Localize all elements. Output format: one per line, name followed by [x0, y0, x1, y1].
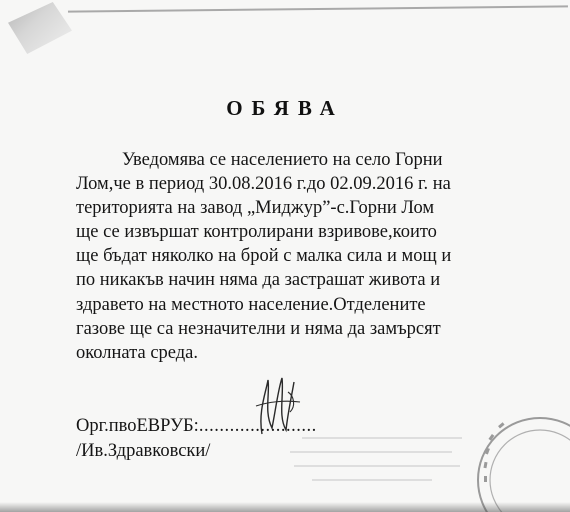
paper-edge-line [68, 5, 568, 16]
notice-body [76, 148, 546, 365]
body-line: здравето на местното население.Отделените [76, 294, 426, 315]
folded-corner [8, 2, 72, 54]
round-stamp [470, 410, 570, 512]
body-line: Уведомява се населението на село Горни [122, 150, 443, 170]
body-line: ще бъдат няколко на брой с малка сила и мощ и [76, 246, 452, 267]
scan-bottom-shadow [0, 502, 570, 512]
body-line: територията на завод „Миджур”-с.Горни Лом [76, 198, 435, 219]
body-line: околната среда. [76, 342, 198, 363]
body-line: ще се извършат контролирани взривове,които [76, 222, 437, 243]
body-line: по никакъв начин няма да застрашат живота и [76, 270, 441, 291]
body-line: Лом,че в период 30.08.2016 г.до 02.09.2016 г. на [76, 174, 451, 195]
body-line: газове ще са незначителни и няма да замърсят [76, 318, 441, 339]
signature-block [76, 414, 317, 464]
notice-title: ОБЯВА [226, 96, 344, 120]
signature-dots: ....................... [198, 416, 317, 436]
signer-role: Орг.пвоЕВРУБ: [76, 416, 199, 436]
signatory-name: /Ив.Здравковски/ [76, 441, 211, 461]
signature-line [76, 414, 317, 439]
